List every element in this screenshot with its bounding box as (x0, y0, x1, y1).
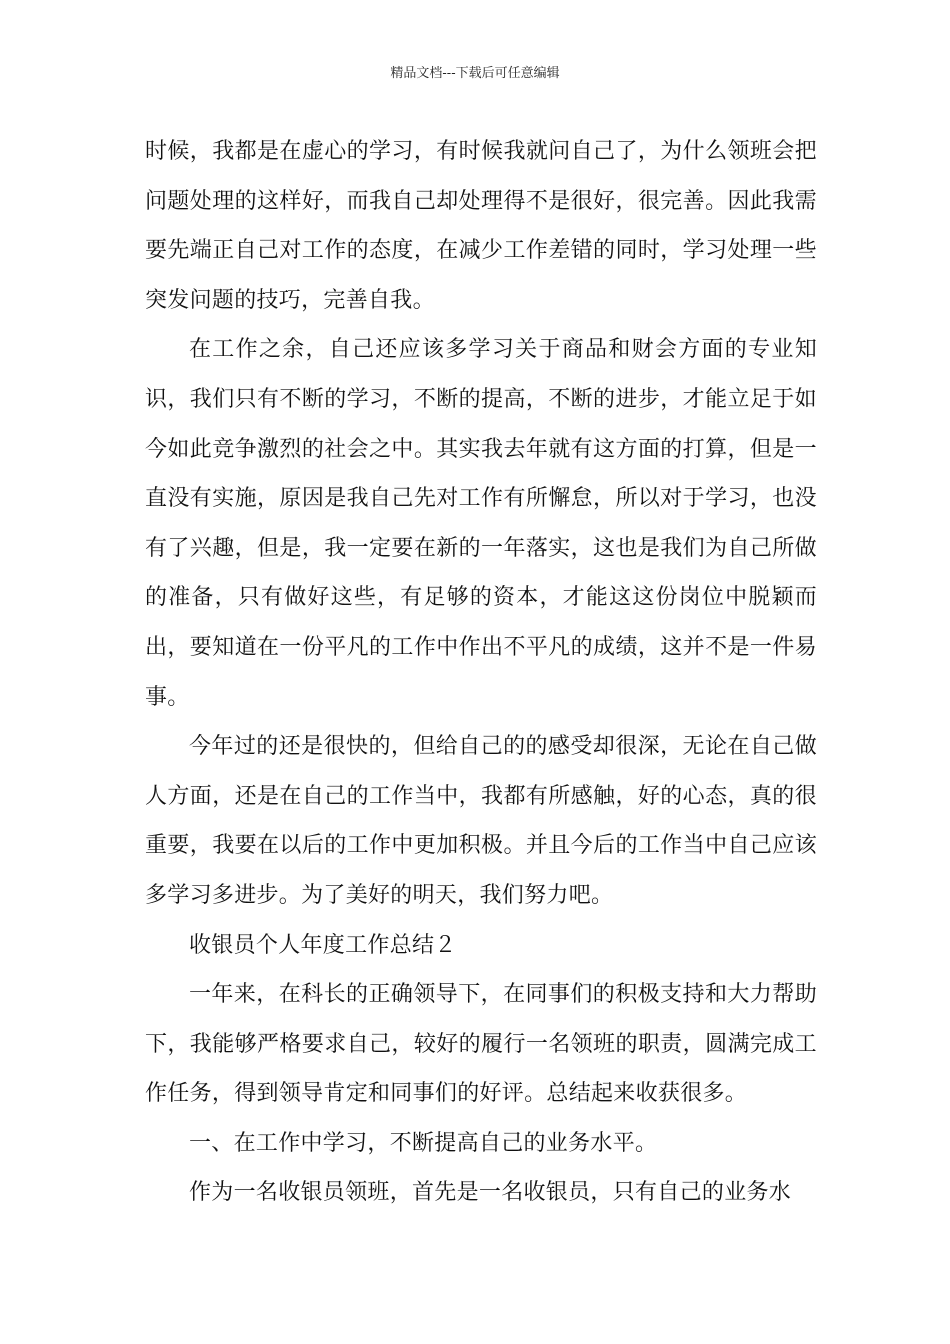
paragraph-cashier: 作为一名收银员领班，首先是一名收银员，只有自己的业务水 (189, 1180, 792, 1206)
paragraph-intro: 一年来，在科长的正确领导下，在同事们的积极支持和大力帮助下，我能够严格要求自己，较好的履行一名领班的职责，圆满完成工作任务，得到领导肯定和同事们的好评。总结起来收获很多。 (145, 982, 817, 1107)
paragraph-continuation: 时候，我都是在虚心的学习，有时候我就问自己了，为什么领班会把问题处理的这样好，而我自己却处理得不是很好，很完善。因此我需要先端正自己对工作的态度，在减少工作差错的同时，学习处理一些突发问题的技巧，完善自我。 (145, 139, 817, 313)
document-body (145, 127, 817, 1218)
section-heading-one: 一、在工作中学习，不断提高自己的业务水平。 (189, 1130, 658, 1156)
paragraph-study: 在工作之余，自己还应该多学习关于商品和财会方面的专业知识，我们只有不断的学习，不断的提高，不断的进步，才能立足于如今如此竞争激烈的社会之中。其实我去年就有这方面的打算，但是一直没有实施，原因是我自己先对工作有所懈怠，所以对于学习，也没有了兴趣，但是，我一定要在新的一年落实，这也是我们为自己所做的准备，只有做好这些，有足够的资本，才能这这份岗位中脱颖而出，要知道在一份平凡的工作中作出不平凡的成绩，这并不是一件易事。 (145, 337, 817, 710)
section-title: 收银员个人年度工作总结２ (189, 932, 457, 958)
paragraph-reflection: 今年过的还是很快的，但给自己的的感受却很深，无论在自己做人方面，还是在自己的工作当中，我都有所感触，好的心态，真的很重要，我要在以后的工作中更加积极。并且今后的工作当中自己应该多学习多进步。为了美好的明天，我们努力吧。 (145, 734, 817, 908)
page-header: 精品文档---下载后可任意编辑 (390, 66, 560, 81)
